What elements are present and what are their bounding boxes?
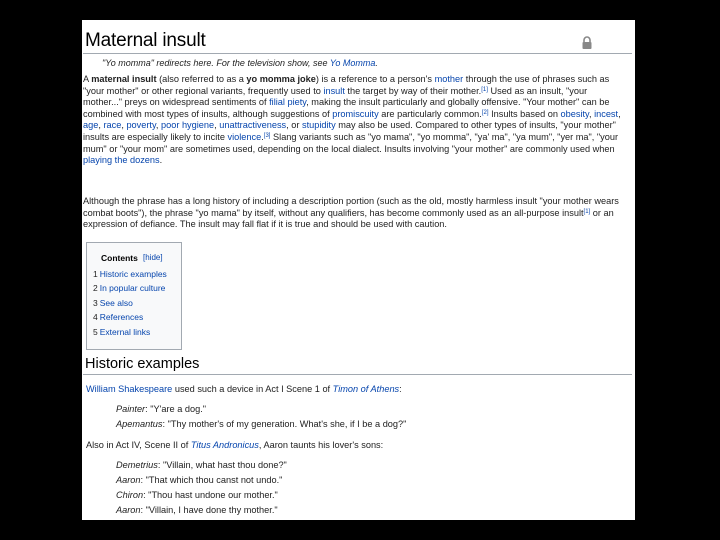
toc-title: Contents: [101, 253, 138, 263]
text: ,: [155, 120, 161, 131]
text: may also be used. Compared to other types of insults, "your mother" insults are especially likely to incite: [83, 120, 616, 142]
speaker: Painter: [116, 404, 146, 414]
text: .: [261, 131, 264, 142]
toc-label[interactable]: In popular culture: [99, 283, 166, 293]
quote-line: [116, 419, 406, 429]
link-race[interactable]: race: [103, 120, 122, 131]
text: ) is a reference to a person's: [315, 74, 435, 84]
link-william-shakespeare[interactable]: William Shakespeare: [86, 384, 173, 394]
quote-text: : "That which thou canst not undo.": [140, 475, 283, 485]
link-stupidity[interactable]: stupidity: [301, 120, 336, 131]
text: are particularly common.: [378, 108, 482, 119]
speaker: Aaron: [116, 475, 141, 485]
toc-number: 4: [93, 312, 98, 322]
text: or an expression of defiance. The insult may fall flat if it is true and should be used with caution.: [83, 207, 614, 230]
citation-link[interactable]: [1]: [583, 208, 591, 215]
text: Although the phrase has a long history of including a description portion (such as the old, mostly harmless insult "your mother wears combat boots"), the phrase "yo mama" by itself, without any qualifiers, has become commonly used as an all-purpose insult: [83, 196, 619, 218]
text: , making the insult particularly and globally offensive. "Your mother" can be combined with most types of insults, although suggestions of: [83, 97, 610, 119]
toc-item-popular-culture[interactable]: [93, 283, 165, 293]
toc-label[interactable]: References: [99, 312, 144, 322]
quote-line: [116, 404, 206, 414]
second-paragraph: [83, 196, 623, 231]
hatnote-text: "Yo momma" redirects here. For the television show, see: [102, 58, 330, 68]
link-timon-of-athens[interactable]: Timon of Athens: [332, 384, 400, 394]
toc-item-historic-examples[interactable]: [93, 269, 167, 279]
text: the target by way of their mother.: [344, 85, 482, 96]
link-filial-piety[interactable]: filial piety: [269, 97, 307, 108]
text: ,: [618, 108, 621, 119]
link-mother[interactable]: mother: [434, 74, 464, 84]
quote-line: [116, 505, 278, 515]
bold-term: maternal insult: [91, 74, 157, 84]
toc-item-external-links[interactable]: [93, 327, 150, 337]
text: :: [399, 384, 402, 394]
speaker: Chiron: [116, 490, 144, 500]
toc-label[interactable]: See also: [99, 298, 133, 308]
speaker: Apemantus: [116, 419, 163, 429]
link-violence[interactable]: violence: [227, 131, 262, 142]
link-insult[interactable]: insult: [323, 85, 345, 96]
table-of-contents: [86, 242, 182, 350]
text: , Aaron taunts his lover's sons:: [258, 440, 384, 450]
link-titus-andronicus[interactable]: Titus Andronicus: [190, 440, 259, 450]
hatnote: [102, 58, 378, 68]
text: Used as an insult, "your mother..." preys on widespread sentiments of: [83, 85, 588, 108]
toc-number: 2: [93, 283, 98, 293]
lead-paragraph: [83, 74, 623, 167]
quote-text: : "Villain, what hast thou done?": [157, 460, 287, 470]
toc-number: 5: [93, 327, 98, 337]
section-intro: [86, 384, 402, 394]
toc-label[interactable]: External links: [99, 327, 151, 337]
citation-link[interactable]: [1]: [481, 86, 488, 93]
link-poor-hygiene[interactable]: poor hygiene: [161, 120, 215, 131]
hatnote-end: .: [375, 58, 378, 68]
link-promiscuity[interactable]: promiscuity: [332, 108, 379, 119]
toc-label[interactable]: Historic examples: [99, 269, 167, 279]
section-intro-2: [86, 440, 383, 450]
text: Slang variants such as "yo mama", "yo momma", "ya' ma", "ya mum", "yer ma", "your mum" or "your mom" are sometimes used, depending on the local dialect. Insults involving "your mother" are commonly used when: [83, 131, 619, 154]
link-obesity[interactable]: obesity: [560, 108, 589, 119]
quote-line: [116, 475, 282, 485]
text: ,: [214, 120, 220, 131]
speaker: Aaron: [116, 505, 141, 515]
quote-text: : "Thou hast undone our mother.": [143, 490, 278, 500]
quote-text: : "Y'are a dog.": [145, 404, 207, 414]
section-heading: Historic examples: [85, 356, 200, 372]
citation-link[interactable]: [3]: [263, 132, 271, 139]
lock-icon[interactable]: [581, 36, 593, 50]
article-page: [82, 20, 635, 520]
toc-item-references[interactable]: [93, 312, 143, 322]
link-poverty[interactable]: poverty: [126, 120, 156, 131]
link-playing-the-dozens[interactable]: playing the dozens: [83, 155, 160, 166]
text: , or: [286, 120, 302, 131]
hatnote-link[interactable]: Yo Momma: [329, 58, 376, 68]
text: .: [159, 155, 163, 166]
text: Insults based on: [488, 108, 561, 119]
toc-number: 1: [93, 269, 98, 279]
text: A: [83, 74, 92, 84]
quote-text: : "Thy mother's of my generation. What's she, if I be a dog?": [162, 419, 407, 429]
text: ,: [121, 120, 127, 131]
link-incest[interactable]: incest: [594, 108, 619, 119]
bold-term: yo momma joke: [246, 74, 316, 84]
quote-text: : "Villain, I have done thy mother.": [140, 505, 278, 515]
section-divider: [83, 374, 632, 375]
text: ,: [588, 108, 595, 119]
speaker: Demetrius: [116, 460, 158, 470]
quote-line: [116, 490, 278, 500]
citation-link[interactable]: [2]: [481, 109, 489, 116]
toc-item-see-also[interactable]: [93, 298, 133, 308]
link-unattractiveness[interactable]: unattractiveness: [219, 120, 287, 131]
toc-hide-toggle[interactable]: [143, 253, 163, 262]
text: (also referred to as a: [156, 74, 247, 84]
link-age[interactable]: age: [83, 120, 99, 131]
page-title: Maternal insult: [85, 30, 206, 51]
title-divider: [83, 53, 632, 54]
toc-hide-link[interactable]: [hide]: [143, 253, 163, 262]
toc-number: 3: [93, 298, 98, 308]
text: used such a device in Act I Scene 1 of: [172, 384, 333, 394]
text: through the use of phrases such as "your mother" or other regional variants, frequently used to: [83, 74, 610, 96]
text: Also in Act IV, Scene II of: [86, 440, 191, 450]
quote-line: [116, 460, 287, 470]
text: ,: [98, 120, 104, 131]
